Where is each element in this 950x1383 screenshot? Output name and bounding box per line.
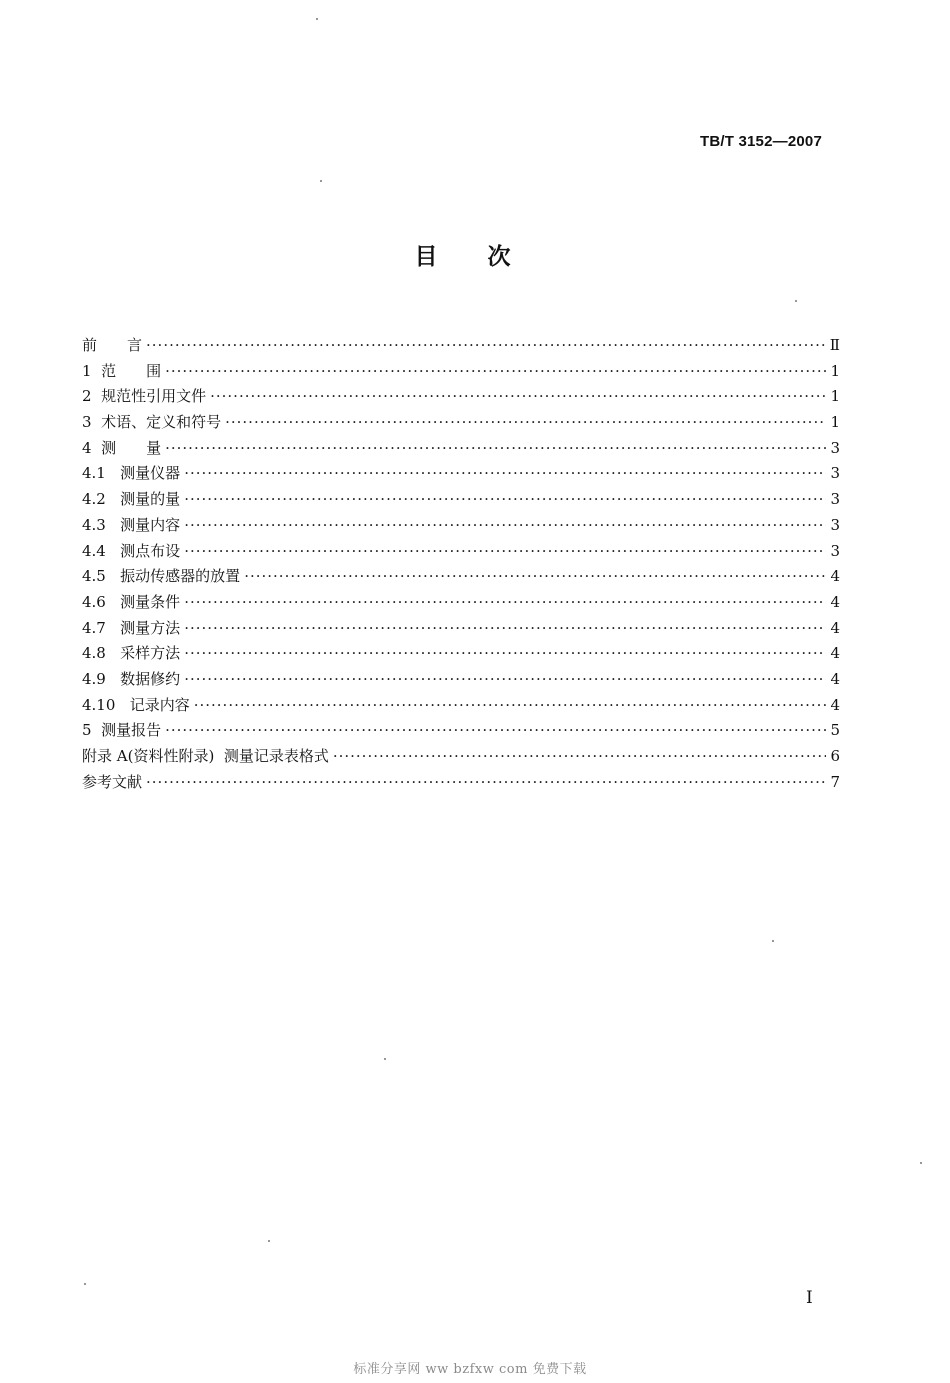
toc-entry-label: 测 量 [101, 438, 162, 457]
toc-entry-4-9[interactable] [82, 667, 840, 693]
toc-entry-label: 范 围 [101, 361, 162, 380]
dot-leader [244, 564, 826, 590]
toc-entry-4-5[interactable] [82, 564, 840, 590]
toc-entry-page: 1 [830, 361, 840, 380]
toc-entry-page: 4 [830, 618, 840, 637]
toc-entry-label: 测量报告 [101, 721, 162, 740]
toc-entry-number: 4.1 [82, 464, 121, 483]
toc-entry-number: 4.6 [82, 592, 121, 611]
dot-leader [184, 487, 826, 513]
toc-entry-label: 数据修约 [120, 669, 181, 688]
dot-leader [184, 461, 826, 487]
toc-entry-page: 4 [830, 592, 840, 611]
toc-entry-number: 4.8 [82, 644, 121, 663]
dot-leader [165, 718, 826, 744]
toc-entry-page: 7 [830, 772, 840, 791]
dot-leader [146, 333, 826, 359]
toc-entry-page: 1 [830, 413, 840, 432]
toc-entry-number: 4.5 [82, 567, 121, 586]
page-number: I [806, 1288, 813, 1308]
toc-entry-number: 5 [82, 721, 102, 740]
toc-entry-label: 记录内容 [129, 695, 190, 714]
toc-list [82, 333, 840, 795]
toc-entry-scope[interactable] [82, 359, 840, 385]
toc-entry-number: 2 [82, 387, 102, 406]
dot-leader [184, 641, 826, 667]
scan-speck [268, 1240, 270, 1242]
toc-entry-page: 3 [830, 541, 840, 560]
toc-entry-number: 1 [82, 361, 102, 380]
dot-leader [184, 513, 826, 539]
toc-entry-number: 4.3 [82, 515, 121, 534]
toc-entry-page: 3 [830, 438, 840, 457]
toc-entry-page: 4 [830, 695, 840, 714]
toc-entry-page: 1 [830, 387, 840, 406]
scan-speck [795, 300, 797, 302]
toc-entry-number: 4.2 [82, 490, 121, 509]
dot-leader [184, 616, 826, 642]
toc-entry-page: 3 [830, 490, 840, 509]
toc-entry-page: 3 [830, 464, 840, 483]
toc-entry-page: 4 [830, 644, 840, 663]
dot-leader [146, 770, 826, 796]
toc-entry-normative-references[interactable] [82, 384, 840, 410]
dot-leader [194, 693, 826, 719]
toc-entry-label: 采样方法 [120, 644, 181, 663]
toc-entry-number: 4.4 [82, 541, 121, 560]
toc-title: 目 次 [414, 244, 511, 270]
toc-entry-label: 测量方法 [120, 618, 181, 637]
toc-entry-number: 4.9 [82, 669, 121, 688]
dot-leader [225, 410, 826, 436]
scan-speck [316, 18, 318, 20]
toc-entry-number: 4.10 [82, 695, 130, 714]
toc-entry-report[interactable] [82, 718, 840, 744]
toc-entry-bibliography[interactable] [82, 770, 840, 796]
toc-entry-4-10[interactable] [82, 693, 840, 719]
toc-entry-page: 5 [830, 721, 840, 740]
dot-leader [210, 384, 826, 410]
dot-leader [165, 436, 826, 462]
toc-entry-4-6[interactable] [82, 590, 840, 616]
toc-entry-number: 3 [82, 413, 102, 432]
toc-entry-label: 术语、定义和符号 [101, 413, 222, 432]
toc-entry-4-2[interactable] [82, 487, 840, 513]
toc-entry-label: 测量条件 [120, 592, 181, 611]
scan-speck [920, 1162, 922, 1164]
toc-entry-foreword[interactable] [82, 333, 840, 359]
dot-leader [184, 590, 826, 616]
scan-speck [384, 1058, 386, 1060]
dot-leader [184, 539, 826, 565]
toc-entry-label: 测量内容 [120, 515, 181, 534]
toc-entry-4-8[interactable] [82, 641, 840, 667]
toc-entry-page: Ⅱ [829, 336, 840, 354]
toc-entry-page: 4 [830, 567, 840, 586]
scan-speck [320, 180, 322, 182]
scan-speck [84, 1283, 86, 1285]
dot-leader [165, 359, 826, 385]
document-code: TB/T 3152—2007 [699, 133, 822, 150]
toc-entry-label: 测点布设 [120, 541, 181, 560]
toc-entry-4-1[interactable] [82, 461, 840, 487]
toc-entry-label: 附录 A(资料性附录) 测量记录表格式 [82, 747, 329, 765]
scan-speck [772, 940, 774, 942]
toc-entry-label: 前 言 [82, 336, 143, 354]
toc-entry-terms[interactable] [82, 410, 840, 436]
toc-entry-label: 参考文献 [82, 772, 143, 791]
toc-entry-number: 4.7 [82, 618, 121, 637]
footer-watermark: 标准分享网 ww bzfxw com 免费下载 [353, 1362, 587, 1377]
toc-entry-measurement[interactable] [82, 436, 840, 462]
toc-entry-label: 规范性引用文件 [101, 387, 207, 406]
toc-entry-page: 3 [830, 515, 840, 534]
toc-entry-page: 6 [830, 747, 840, 765]
toc-entry-4-3[interactable] [82, 513, 840, 539]
toc-entry-4-7[interactable] [82, 616, 840, 642]
toc-entry-label: 振动传感器的放置 [120, 567, 241, 586]
dot-leader [333, 744, 826, 770]
toc-entry-appendix-a[interactable] [82, 744, 840, 770]
toc-entry-label: 测量仪器 [120, 464, 181, 483]
toc-entry-4-4[interactable] [82, 539, 840, 565]
dot-leader [184, 667, 826, 693]
toc-entry-number: 4 [82, 438, 102, 457]
toc-entry-label: 测量的量 [120, 490, 181, 509]
toc-entry-page: 4 [830, 669, 840, 688]
